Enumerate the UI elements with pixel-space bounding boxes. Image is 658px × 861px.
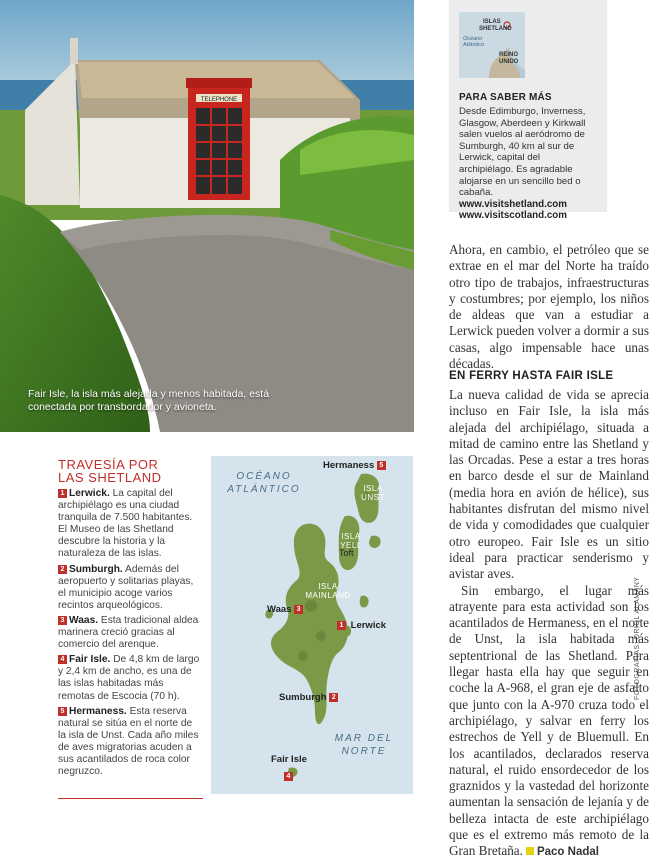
visitshetland-link[interactable]: www.visitshetland.com: [459, 198, 567, 210]
article-body: [449, 387, 649, 861]
number-badge: 3: [294, 605, 303, 614]
photo-credit: FOTOGRAFÍAS: ORIOL ALAMANY: [634, 576, 641, 700]
number-badge: 4: [284, 772, 293, 781]
route-list: [58, 488, 200, 781]
number-badge: 2: [329, 693, 338, 702]
island-yell-label: ISLA YELL: [340, 532, 362, 550]
place-hermaness: Hermaness 5: [323, 460, 388, 471]
number-badge: 3: [58, 616, 67, 625]
number-badge: 4: [58, 655, 67, 664]
end-mark-icon: [526, 847, 534, 855]
locator-islands-label-2: SHETLAND: [479, 26, 512, 32]
island-mainland-label: ISLA MAINLAND: [305, 582, 351, 600]
island-unst-label: ISLA UNST: [361, 484, 385, 502]
photo-caption: Fair Isle, la isla más alejada y menos habitada, está conectada por transbordador y avioneta.: [28, 388, 270, 413]
article-author: Paco Nadal: [536, 846, 599, 859]
article-paragraph-2: La nueva calidad de vida se aprecia incluso en Fair Isle, la isla más alejada del archipiélago, situada a mitad de camino entre las Shetland y las Orcadas. Pese a estar a tres horas en barco desde el sur de Mainland (media hora en avión de hélice), sus habitantes disfrutan del mismo nivel de vida y comodidades que cualquier otro europeo. Fair Isle es un sitio ideal para practicar senderismo y avistar aves.: [449, 387, 649, 582]
number-badge: 1: [58, 489, 67, 498]
locator-map: [459, 12, 525, 78]
locator-islands-label: ISLAS: [483, 19, 501, 25]
place-waas: Waas 3: [267, 604, 305, 615]
number-badge: 5: [58, 707, 67, 716]
list-item: 4 Fair Isle. De 4,8 km de largo y 2,4 km de ancho, es una de las islas habitadas más remotas de Escocia (70 h).: [58, 654, 200, 702]
locator-ocean-label: Océano: [463, 36, 483, 42]
phone-box-sign: TELEPHONE: [200, 97, 238, 103]
visitscotland-link[interactable]: www.visitscotland.com: [459, 210, 567, 222]
shetland-map: [211, 456, 413, 794]
place-sumburgh: Sumburgh 2: [279, 692, 340, 703]
place-lerwick: 1 Lerwick: [337, 620, 386, 631]
locator-country-label: REINO: [499, 52, 519, 58]
fair-isle-badge: [284, 766, 295, 784]
locator-ocean-label-2: Atlántico: [463, 42, 485, 48]
section-heading: EN FERRY HASTA FAIR ISLE: [449, 370, 614, 382]
sea-label: MAR DEL NORTE: [334, 733, 394, 757]
list-item: 2 Sumburgh. Además del aeropuerto y solitarias playas, el municipio acoge varios recintos arqueológicos.: [58, 563, 194, 611]
locator-country-label-2: UNIDO: [499, 59, 519, 65]
number-badge: 5: [377, 461, 386, 470]
article-paragraph-3: Sin embargo, el lugar más atrayente para esta actividad son los acantilados de Hermaness, en el norte de Unst, la isla habitada más septentrional de las Shetland. Para llegar hasta ella hay que seguir en coche la A-968, el gran eje de asfalto que junto con la A-970 cruza todo el archipiélago, y salvar en ferry los estrechos de Yell y de Bluemull. En los acantilados, declarados reserva natural, el ruido ensordecedor de los graznidos y la vastedad del horizonte aumentan la sensación de lejanía y de belleza intacta de este archipiélago que es el extremo más remoto de la Gran Bretaña. Paco Nadal: [449, 582, 649, 859]
toft-label: Toft: [339, 548, 354, 558]
ocean-label: OCÉANO ATLÁNTICO: [227, 471, 301, 495]
shetland-road-photo: [0, 0, 414, 432]
info-box-title: PARA SABER MÁS: [459, 92, 552, 103]
list-item: 3 Waas. Esta tradicional aldea marinera creció gracias al comercio del arenque.: [58, 614, 199, 651]
list-item: 1 Lerwick. La capital del archipiélago es una ciudad tranquila de 7.500 habitantes. El Museo de las Shetland descubre la historia y la naturaleza de las islas.: [58, 488, 193, 560]
article-paragraph-1: Ahora, en cambio, el petróleo que se extrae en el mar del Norte ha traído otro tipo de trabajos, infraestructuras y costumbres; por ejemplo, los niños de aldeas que van a estudiar a Lerwick pueden volver a dormir a sus casas, algo impensable hace unas décadas.: [449, 242, 649, 372]
place-fair-isle: Fair Isle: [271, 754, 307, 765]
section-rule: [58, 798, 203, 799]
hero-photo: [0, 0, 414, 432]
list-item: 5 Hermaness. Esta reserva natural se sitúa en el norte de la isla de Unst. Cada año miles de aves migratorias acuden a sus acantilados de roca color negruzco.: [58, 705, 199, 778]
info-box-text: Desde Edimburgo, Inverness, Glasgow, Aberdeen y Kirkwall salen vuelos al aeródromo de Sumburgh, 40 km al sur de Lerwick, capital del archipiélago. Es agradable alojarse en un sencillo bed o cabaña.: [459, 106, 586, 199]
info-box: [449, 0, 607, 222]
number-badge: 1: [337, 621, 346, 630]
route-title: TRAVESÍA POR LAS SHETLAND: [58, 457, 162, 485]
number-badge: 2: [58, 565, 67, 574]
